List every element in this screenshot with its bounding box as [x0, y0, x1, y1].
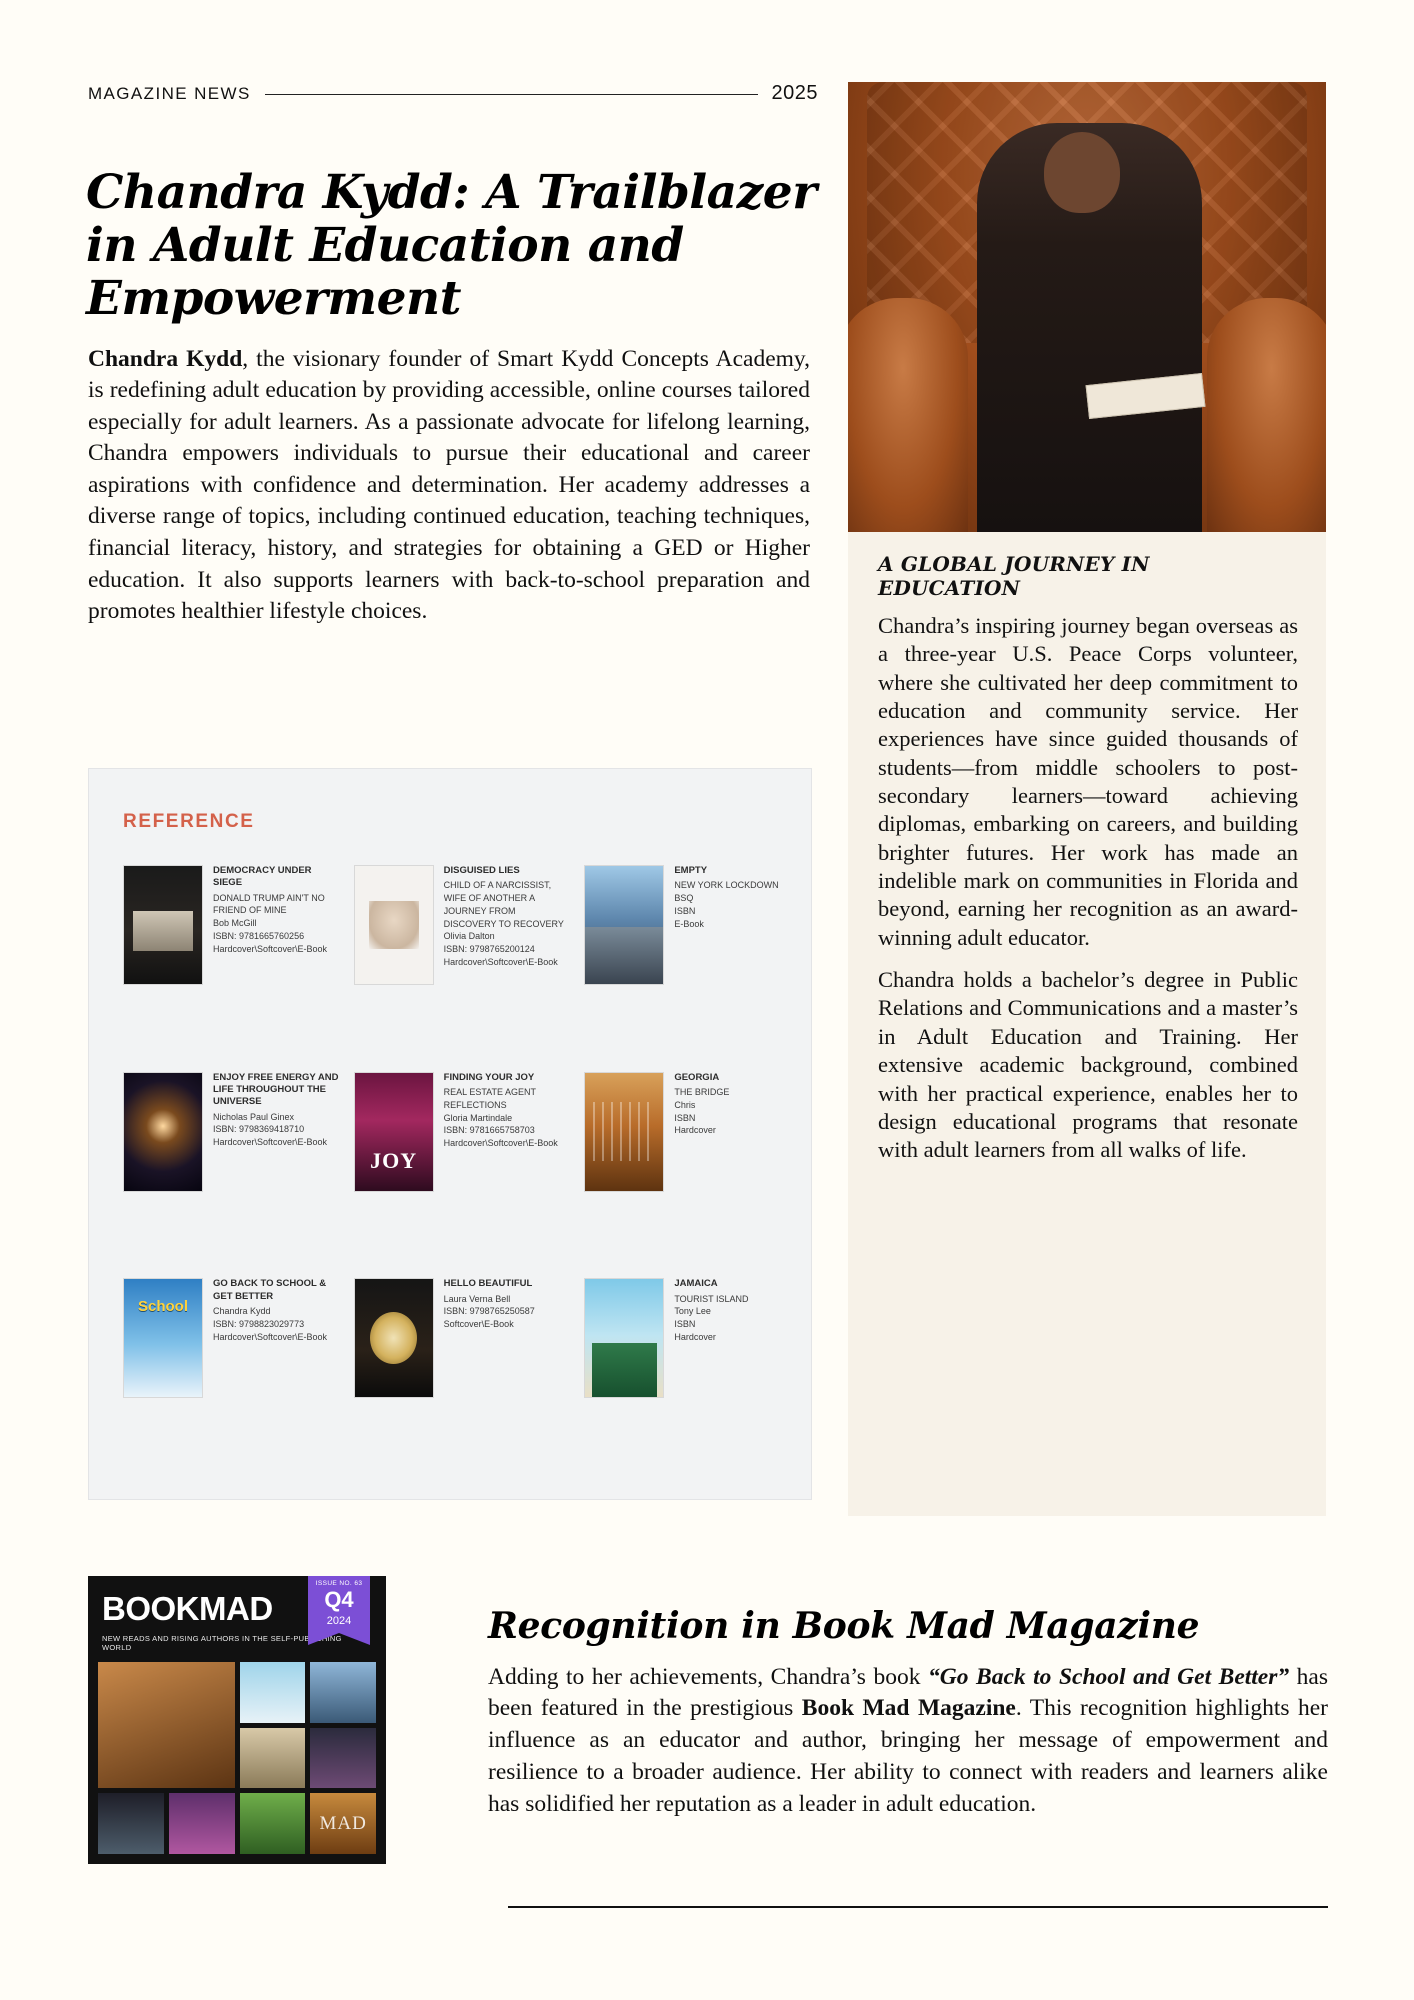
- bottom-section-body: [488, 1662, 1328, 1822]
- bookmad-issue-number: ISSUE NO. 63: [315, 1580, 363, 1587]
- reference-book-item: [354, 865, 571, 1062]
- page-title: Chandra Kydd: A Trailblazer in Adult Education and Empowerment: [86, 165, 817, 326]
- book-author: Bob McGill: [213, 918, 257, 929]
- masthead-label: MAGAZINE NEWS: [88, 83, 251, 103]
- reference-book-item: [123, 865, 340, 1062]
- book-author: Gloria Martindale: [443, 1112, 513, 1123]
- book-title: GEORGIA: [674, 1071, 720, 1083]
- chair-arm-left: [848, 298, 968, 532]
- bookmad-magazine-cover: [88, 1576, 386, 1864]
- book-metadata: [674, 1072, 729, 1137]
- reference-book-item: [123, 1278, 340, 1475]
- collage-tile: [98, 1793, 164, 1854]
- book-cover-image: [354, 865, 434, 985]
- bottom-text-1: Adding to her achievements, Chandra’s book: [488, 1663, 929, 1690]
- bookmad-logo: [102, 1590, 273, 1628]
- book-subtitle: TOURIST ISLAND: [674, 1293, 749, 1304]
- book-metadata: [213, 1072, 340, 1149]
- book-subtitle: CHILD OF A NARCISSIST, WIFE OF ANOTHER A JOURNEY FROM DISCOVERY TO RECOVERY: [443, 880, 564, 929]
- subject-face: [1044, 132, 1120, 213]
- book-cover-image: [123, 1072, 203, 1192]
- collage-tile: [240, 1793, 306, 1854]
- collage-tile: [310, 1793, 376, 1854]
- book-isbn: ISBN: [674, 1112, 696, 1123]
- book-title: DISGUISED LIES: [443, 865, 520, 876]
- book-title: FINDING YOUR JOY: [443, 1071, 535, 1083]
- book-cover-image: [584, 1072, 664, 1192]
- book-author: Chris: [674, 1099, 696, 1110]
- book-formats: Hardcover: [674, 1125, 716, 1136]
- lead-subject-name: Chandra Kydd: [88, 345, 243, 372]
- book-metadata: [213, 865, 340, 956]
- book-cover-image: [354, 1278, 434, 1398]
- bottom-text-3: . This recognition highlights her influence as an educator and author, bringing her message of empowerment and resilience to a broader audience. Her ability to connect with readers and learners alike has solidified her reputation as a leader in adult education.: [488, 1695, 1328, 1818]
- bottom-text-2: has been featured in the prestigious: [488, 1663, 1328, 1722]
- book-subtitle: DONALD TRUMP AIN'T NO FRIEND OF MINE: [213, 892, 325, 916]
- book-formats: Hardcover\Softcover\E-Book: [443, 956, 558, 967]
- book-author: Nicholas Paul Ginex: [213, 1111, 295, 1122]
- reference-book-grid: [123, 865, 801, 1475]
- reference-book-item: [584, 1278, 801, 1475]
- masthead: [88, 82, 818, 105]
- book-isbn: ISBN: 9798369418710: [213, 1124, 305, 1135]
- reference-heading: REFERENCE: [123, 811, 255, 832]
- book-isbn: ISBN: 9798823029773: [213, 1318, 305, 1329]
- bookmad-collage: [98, 1662, 376, 1854]
- collage-tile: [310, 1728, 376, 1789]
- book-formats: E-Book: [674, 918, 704, 929]
- book-metadata: [674, 865, 778, 930]
- reference-book-item: [123, 1072, 340, 1269]
- book-isbn: ISBN: 9781665760256: [213, 930, 305, 941]
- bottom-section-title: Recognition in Book Mad Magazine: [488, 1604, 1200, 1647]
- book-formats: Hardcover\Softcover\E-Book: [213, 943, 328, 954]
- book-formats: Hardcover: [674, 1331, 716, 1342]
- masthead-year: 2025: [771, 82, 818, 104]
- bookmad-tagline: NEW READS AND RISING AUTHORS IN THE SELF-PUBLISHING WORLD: [102, 1634, 342, 1652]
- book-isbn: ISBN: 9798765250587: [443, 1306, 535, 1317]
- collage-tile: [310, 1662, 376, 1723]
- reference-book-item: [354, 1278, 571, 1475]
- sidebar-paragraph-1: Chandra’s inspiring journey began overseas as a three-year U.S. Peace Corps volunteer, where she cultivated her deep commitment to education and community service. Her experiences have since guided thousands of students—from middle schoolers to post-secondary learners—toward achieving diplomas, embarking on careers, and building brighter futures. Her work has made an indelible mark on communities in Florida and beyond, earning her recognition as an award-winning adult educator.: [878, 613, 1298, 950]
- book-title: EMPTY: [674, 865, 708, 876]
- bookmad-quarter: Q4: [324, 1587, 354, 1612]
- bookmad-logo-mad: MAD: [199, 1590, 273, 1627]
- footer-divider: [508, 1906, 1328, 1908]
- bookmad-logo-book: BOOK: [102, 1590, 199, 1627]
- book-author: Chandra Kydd: [213, 1306, 271, 1317]
- book-title: GO BACK TO SCHOOL & GET BETTER: [213, 1278, 327, 1302]
- bottom-magazine-name: Book Mad Magazine: [801, 1695, 1016, 1722]
- book-metadata: [213, 1278, 340, 1343]
- reference-catalog-image: [88, 768, 812, 1500]
- book-metadata: [674, 1278, 748, 1343]
- bookmad-year: 2024: [326, 1615, 352, 1627]
- book-isbn: ISBN: 9781665758703: [443, 1125, 535, 1136]
- book-metadata: [444, 1072, 571, 1150]
- book-title: DEMOCRACY UNDER SIEGE: [213, 865, 312, 889]
- collage-tile: [169, 1793, 235, 1854]
- book-formats: Hardcover\Softcover\E-Book: [213, 1331, 328, 1342]
- book-cover-image: [123, 865, 203, 985]
- book-isbn: ISBN: [674, 905, 696, 916]
- sidebar-subheading: A GLOBAL JOURNEY IN EDUCATION: [878, 552, 1150, 600]
- book-author: BSQ: [674, 893, 694, 904]
- masthead-divider: [265, 94, 758, 95]
- reference-book-item: [584, 1072, 801, 1269]
- reference-book-item: [354, 1072, 571, 1269]
- lead-body-text: , the visionary founder of Smart Kydd Concepts Academy, is redefining adult education by providing accessible, online courses tailored especially for adult learners. As a passionate advocate for lifelong learning, Chandra empowers individuals to pursue their educational and career aspirations with confidence and determination. Her academy addresses a diverse range of topics, including continued education, teaching techniques, financial literacy, history, and strategies for obtaining a GED or Higher education. It also supports learners with back-to-school preparation and promotes healthier lifestyle choices.: [88, 345, 811, 625]
- book-formats: Hardcover\Softcover\E-Book: [213, 1137, 328, 1148]
- collage-tile: [98, 1662, 235, 1788]
- book-cover-image: [354, 1072, 434, 1192]
- book-subtitle: NEW YORK LOCKDOWN: [674, 880, 779, 891]
- book-subtitle: THE BRIDGE: [674, 1087, 730, 1097]
- book-title: JAMAICA: [674, 1278, 718, 1290]
- book-formats: Hardcover\Softcover\E-Book: [443, 1138, 558, 1149]
- collage-tile: [240, 1662, 306, 1723]
- book-cover-image: [123, 1278, 203, 1398]
- bottom-book-title: “Go Back to School and Get Better”: [928, 1663, 1290, 1690]
- book-metadata: [444, 1278, 535, 1331]
- lead-paragraph: [88, 344, 810, 628]
- book-author: Tony Lee: [674, 1306, 711, 1317]
- reference-book-item: [584, 865, 801, 1062]
- book-isbn: ISBN: 9798765200124: [443, 944, 535, 955]
- book-cover-image: [584, 865, 664, 985]
- chair-arm-right: [1207, 298, 1327, 532]
- book-title: HELLO BEAUTIFUL: [443, 1278, 533, 1290]
- bookmad-issue-badge: [308, 1576, 370, 1633]
- book-formats: Softcover\E-Book: [443, 1319, 514, 1330]
- book-metadata: [444, 865, 571, 969]
- book-author: Laura Verna Bell: [443, 1293, 511, 1304]
- book-cover-image: [584, 1278, 664, 1398]
- book-title: ENJOY FREE ENERGY AND LIFE THROUGHOUT THE UNIVERSE: [213, 1071, 339, 1108]
- sidebar-body: [878, 612, 1298, 1179]
- collage-tile: [240, 1728, 306, 1789]
- book-isbn: ISBN: [674, 1319, 696, 1330]
- portrait-photo: [848, 82, 1326, 532]
- book-subtitle: REAL ESTATE AGENT REFLECTIONS: [443, 1087, 536, 1110]
- book-author: Olivia Dalton: [443, 931, 495, 942]
- sidebar-paragraph-2: Chandra holds a bachelor’s degree in Public Relations and Communications and a master’s in Adult Education and Training. Her extensive academic background, combined with her practical experience, enables her to design educational programs that resonate with adult learners from all walks of life.: [878, 967, 1298, 1163]
